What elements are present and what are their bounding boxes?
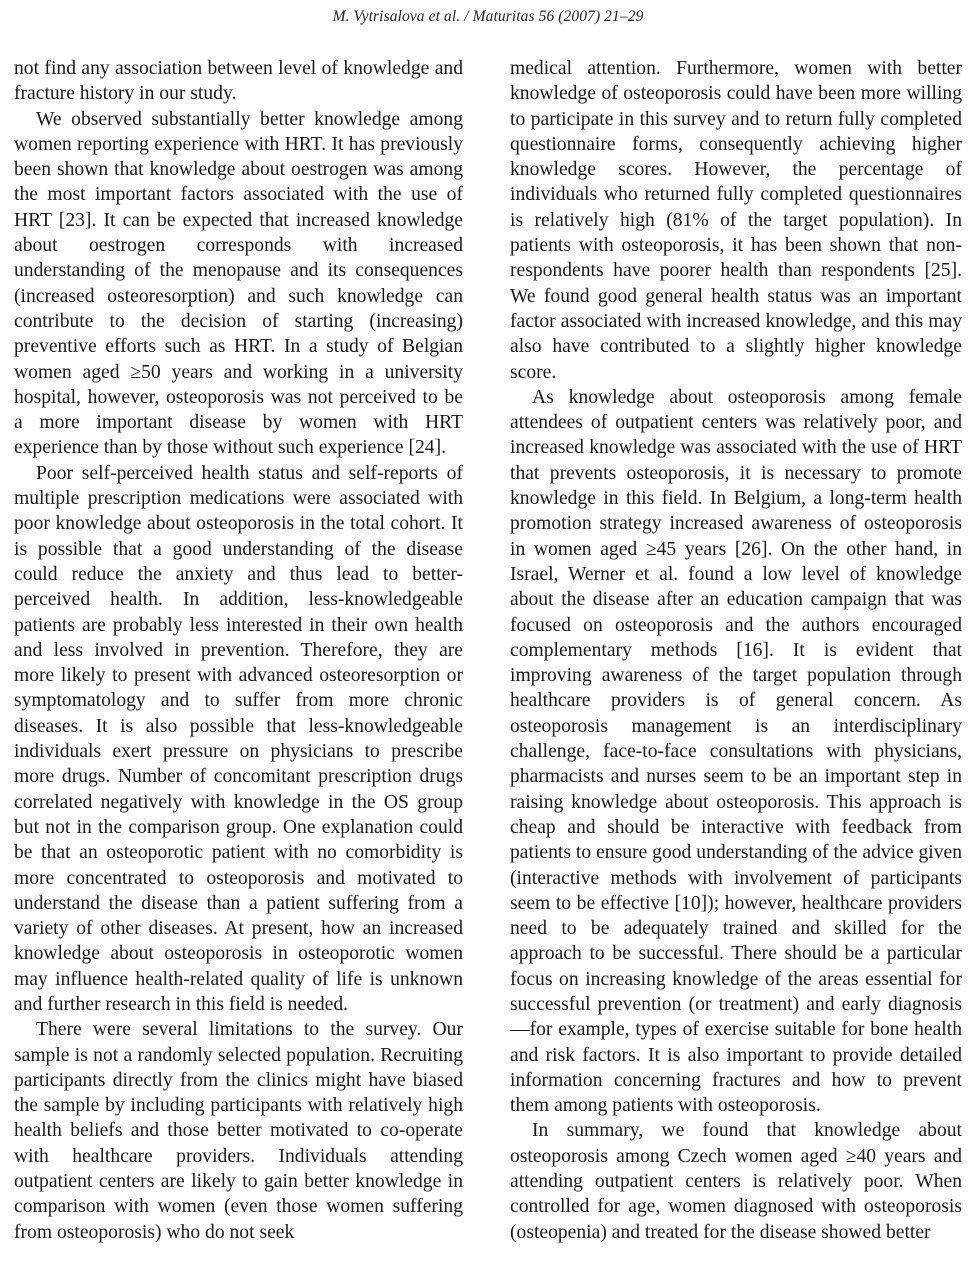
paragraph-promote-knowledge: As knowledge about osteoporosis among female attendees of outpatient centers was relatively poor, and increased knowledge was associated with the use of HRT that prevents osteoporosis, it is necessary to promote knowledge in this field. In Belgium, a long-term health promotion strategy increased awareness of osteoporosis in women aged ≥45 years [26]. On the other hand, in Israel, Werner et al. found a low level of knowledge about the disease after an education campaign that was focused on osteoporosis and the authors encouraged complementary methods [16]. It is evident that improving awareness of the target population through healthcare providers is of general concern. As osteoporosis management is an interdisciplinary challenge, face-to-face consultations with physicians, pharmacists and nurses seem to be an important step in raising knowledge about osteoporosis. This approach is cheap and should be interactive with feedback from patients to ensure good understanding of the advice given (interactive methods with involvement of participants seem to be effective [10]); however, healthcare providers need to be adequately trained and skilled for the approach to be successful. There should be a particular focus on increasing knowledge of the areas essential for successful prevention (or treatment) and early diagnosis—for example, types of exercise suitable for bone health and risk factors. It is also important to provide detailed information concerning fractures and how to prevent them among patients with osteoporosis. (510, 386, 962, 1117)
paragraph-continued: not find any association between level of knowledge and fracture history in our study. (14, 58, 463, 105)
paragraph-continued-right: medical attention. Furthermore, women with better knowledge of osteoporosis could have been more willing to participate in this survey and to return fully completed questionnaire forms, consequently achieving higher knowledge scores. However, the percentage of individuals who returned fully completed questionnaires is relatively high (81% of the target population). In patients with osteoporosis, it has been shown that non-respondents have poorer health than respondents [25]. We found good general health status was an important factor associated with increased knowledge, and this may also have contributed to a slightly higher knowledge score. (510, 58, 962, 383)
right-column (510, 56, 962, 1245)
paragraph-hrt-knowledge: We observed substantially better knowledge among women reporting experience with HRT. It has previously been shown that knowledge about oestrogen was among the most important factors associated with the use of HRT [23]. It can be expected that increased knowledge about oestrogen corresponds with increased understanding of the menopause and its consequences (increased osteoresorption) and such knowledge can contribute to the decision of starting (increasing) preventive efforts such as HRT. In a study of Belgian women aged ≥50 years and working in a university hospital, however, osteoporosis was not perceived to be a more important disease by women with HRT experience than by those without such experience [24]. (14, 108, 463, 459)
paragraph-summary: In summary, we found that knowledge about osteoporosis among Czech women aged ≥40 years and attending outpatient centers is relatively poor. When controlled for age, women diagnosed with osteoporosis (osteopenia) and treated for the disease showed better (510, 1120, 962, 1243)
paragraph-limitations: There were several limitations to the survey. Our sample is not a randomly selected population. Recruiting participants directly from the clinics might have biased the sample by including participants with relatively high health beliefs and those better motivated to co-operate with healthcare providers. Individuals attending outpatient centers are likely to gain better knowledge in comparison with women (even those women suffering from osteoporosis) who do not seek (14, 1019, 463, 1243)
running-header: M. Vytrisalova et al. / Maturitas 56 (2007) 21–29 (332, 8, 644, 25)
paragraph-health-status: Poor self-perceived health status and self-reports of multiple prescription medications were associated with poor knowledge about osteoporosis in the total cohort. It is possible that a good understanding of the disease could reduce the anxiety and thus lead to better-perceived health. In addition, less-knowledgeable patients are probably less interested in their own health and less involved in prevention. Therefore, they are more likely to present with advanced osteoresorption or symptomatology and to suffer from more chronic diseases. It is also possible that less-knowledgeable individuals exert pressure on physicians to prescribe more drugs. Number of concomitant prescription drugs correlated negatively with knowledge in the OS group but not in the comparison group. One explanation could be that an osteoporotic patient with no comorbidity is more concentrated to osteoporosis and motivated to understand the disease than a patient suffering from a variety of other diseases. At present, how an increased knowledge about osteoporosis in osteoporotic women may influence health-related quality of life is unknown and further research in this field is needed. (14, 462, 463, 1015)
left-column (14, 56, 463, 1245)
